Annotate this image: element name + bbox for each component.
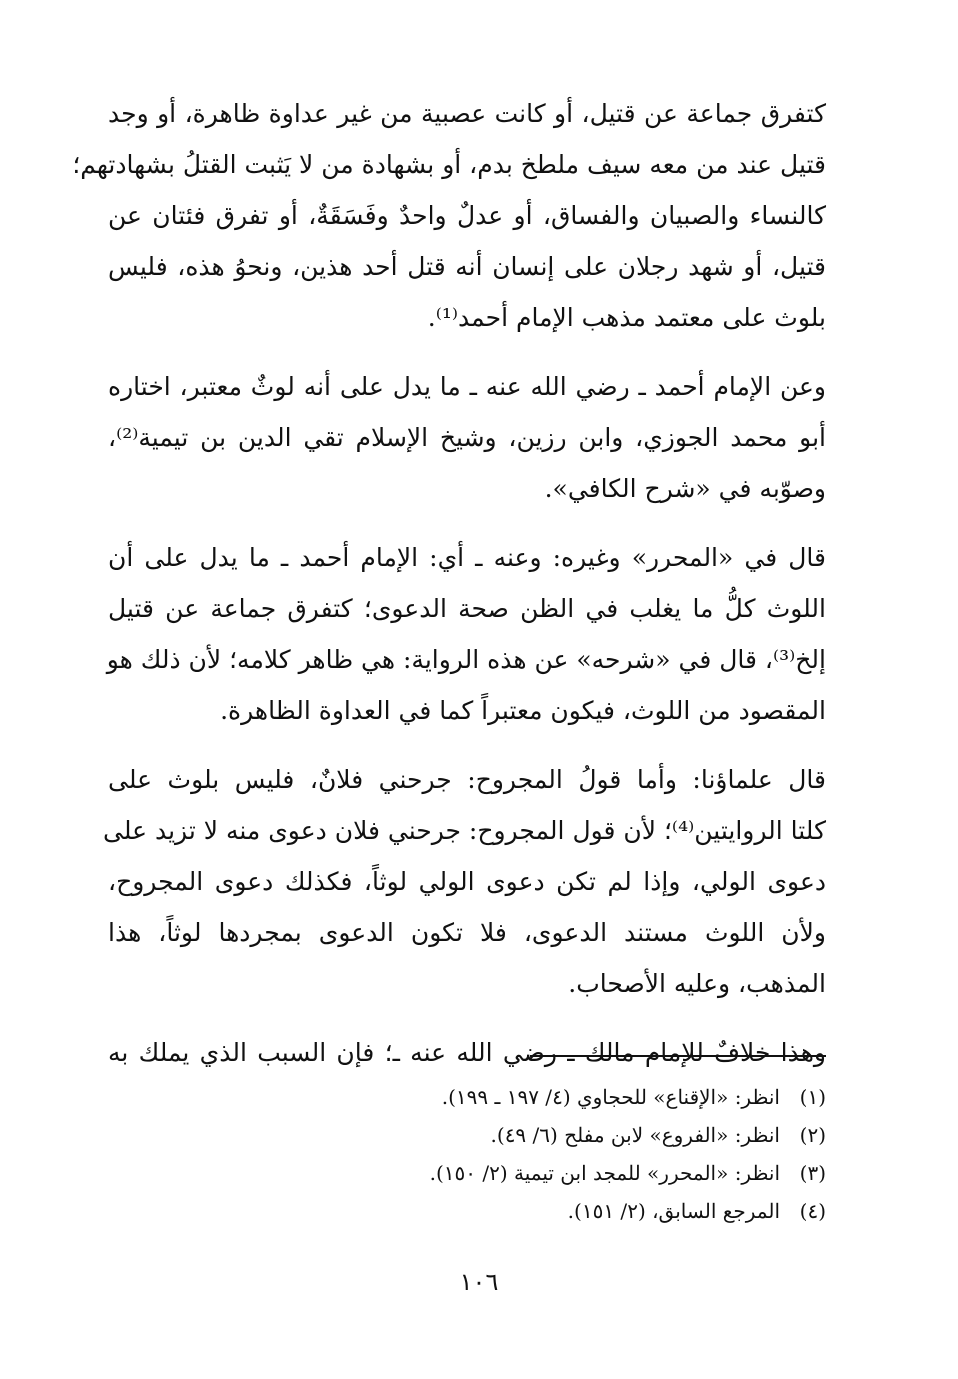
paragraph-1 xyxy=(72,88,826,343)
text-line: دعوى الولي، وإذا لم تكن دعوى الولي لوثاً، فكذلك دعوى المجروح، xyxy=(108,867,826,896)
text-line: وعن الإمام أحمد ـ رضي الله عنه ـ ما يدل على أنه لوثٌ معتبر، اختاره xyxy=(108,372,826,401)
footnote-number: (٢) xyxy=(799,1123,826,1147)
footnote-1 xyxy=(326,1078,826,1116)
text-line: المقصود من اللوث، فيكون معتبراً كما في العداوة الظاهرة. xyxy=(220,696,826,725)
text-line: المذهب، وعليه الأصحاب. xyxy=(568,969,826,998)
footnote-divider xyxy=(530,1055,826,1057)
footnote-text: انظر: «الإقناع» للحجاوي (٤/ ١٩٧ ـ ١٩٩). xyxy=(441,1085,780,1109)
page-number: ١٠٦ xyxy=(459,1268,499,1296)
text-line: ولأن اللوث مستند الدعوى، فلا تكون الدعوى بمجردها لوثاً، هذا xyxy=(108,918,826,947)
text-line: قال علماؤنا: وأما قولُ المجروح: جرحني فلانٌ، فليس بلوث على xyxy=(108,765,826,794)
paragraph-4 xyxy=(102,754,826,1009)
footnote-text: المرجع السابق، (٢/ ١٥١). xyxy=(567,1199,780,1223)
footnote-2 xyxy=(326,1116,826,1154)
footnote-3 xyxy=(326,1154,826,1192)
footnotes xyxy=(326,1078,826,1230)
text-line: بلوث على معتمد مذهب الإمام أحمد⁽¹⁾. xyxy=(427,303,826,332)
footnote-number: (١) xyxy=(799,1085,826,1109)
text-line: وصوّبه في «شرح الكافي». xyxy=(544,474,826,503)
footnote-number: (٤) xyxy=(799,1199,826,1223)
text-line: كتفرق جماعة عن قتيل، أو كانت عصبية من غير عداوة ظاهرة، أو وجد xyxy=(108,99,826,128)
paragraph-3 xyxy=(108,532,826,736)
text-line: اللوث كلُّ ما يغلب في الظن صحة الدعوى؛ كتفرق جماعة عن قتيل xyxy=(108,594,826,623)
text-line: قال في «المحرر» وغيره: وعنه ـ أي: الإمام أحمد ـ ما يدل على أن xyxy=(108,543,826,572)
paragraph-2 xyxy=(108,361,826,514)
text-line: أبو محمد الجوزي، وابن رزين، وشيخ الإسلام تقي الدين بن تيمية⁽²⁾، xyxy=(108,423,826,452)
footnote-text: انظر: «الفروع» لابن مفلح (٦/ ٤٩). xyxy=(490,1123,780,1147)
text-line: إلخ⁽³⁾، قال في «شرحه» عن هذه الرواية: هي ظاهر كلامه؛ لأن ذلك هو xyxy=(106,645,826,674)
text-line: كلتا الروايتين⁽⁴⁾؛ لأن قول المجروح: جرحني فلان دعوى منه لا تزيد على xyxy=(102,816,826,845)
text-line: قتيل، أو شهد رجلان على إنسان أنه قتل أحد هذين، ونحوُ هذه، فليس xyxy=(108,252,826,281)
footnote-text: انظر: «المحرر» للمجد ابن تيمية (٢/ ١٥٠). xyxy=(429,1161,780,1185)
text-line: كالنساء والصبيان والفساق، أو عدلٌ واحدٌ وفَسَقَةٌ، أو تفرق فئتان عن xyxy=(108,201,826,230)
text-line: قتيل عند من معه سيف ملطخ بدم، أو بشهادة من لا يَثبت القتلُ بشهادتهم؛ xyxy=(72,150,826,179)
main-text xyxy=(72,88,826,1096)
paragraph-5 xyxy=(108,1027,826,1078)
footnote-4 xyxy=(326,1192,826,1230)
text-line: وهذا خلافٌ للإمام مالك ـ رضي الله عنه ـ؛ فإن السبب الذي يملك به xyxy=(108,1038,826,1067)
footnote-number: (٣) xyxy=(799,1161,826,1185)
